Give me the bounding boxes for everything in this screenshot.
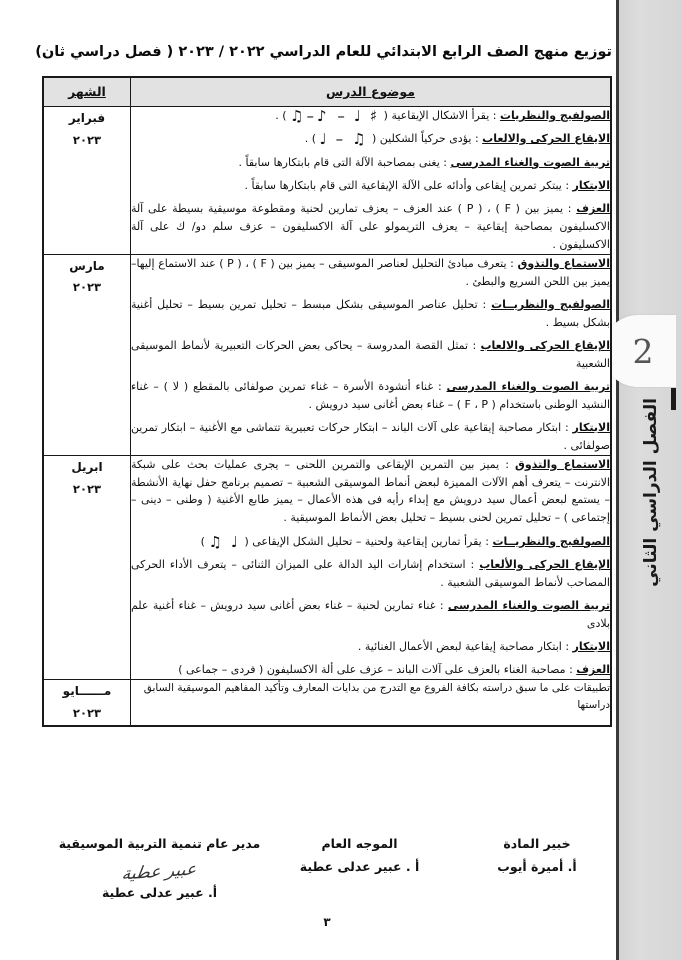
page-title: توزيع منهج الصف الرابع الابتدائي للعام الدراسي ٢٠٢٢ / ٢٠٢٣ ( فصل دراسي ثان) (35, 44, 612, 60)
cell-month (43, 107, 130, 255)
signature-name: أ. عبير عدلى عطية (101, 885, 218, 901)
signature-block (42, 832, 612, 922)
cell-month (43, 455, 130, 679)
chapter-number: 2 (632, 331, 654, 371)
lesson-description: : غناء أنشودة الأسرة – غناء تمرين صولفائى بالمقطع ( لا ) – غناء النشيد الوطنى باستخدام ( F ، P ) – غناء بعض أغانى سيد درويش . (130, 380, 610, 411)
lesson-line (131, 419, 610, 455)
table-row (43, 254, 611, 455)
table-row (43, 455, 611, 679)
handwritten-signature: عبير عطية (120, 859, 198, 885)
signature-subject-expert (462, 832, 612, 878)
table-header-row (43, 77, 611, 107)
month-year: ٢٠٢٣ (72, 280, 101, 295)
cell-lesson-topic (130, 680, 611, 726)
lesson-line (131, 130, 610, 148)
lesson-description: : تمثل القصة المدروسة – يحاكى بعض الحركات التعبيرية لأنماط الموسيقى الشعبية (130, 338, 610, 370)
signature-role: خبير المادة (503, 836, 571, 851)
lesson-description: : يقرأ الاشكال الإيقاعية ( (380, 109, 500, 122)
lesson-category-label: الابتكار (572, 178, 610, 192)
lesson-description: : ابتكار مصاحبة إيقاعية على آلات الباند – ابتكار حركات تعبيرية تتماشى مع الأغنية – ابتكار تمرين صولفائى . (130, 421, 610, 452)
lesson-line (131, 378, 610, 414)
music-notation-icon: ♩ – ♫ (319, 130, 369, 149)
lesson-category-label: الابتكار (572, 421, 610, 435)
cell-lesson-topic (130, 107, 611, 255)
lesson-description: : غناء تمارين لحنية – غناء بعض أغانى سيد درويش – غناء أغنية علم بلادى (130, 599, 610, 630)
month-year: ٢٠٢٣ (72, 706, 101, 721)
lesson-description: : تحليل عناصر الموسيقى بشكل مبسط – تحليل تمرين بسيط – تحليل أغنية بشكل بسيط . (130, 297, 610, 329)
lesson-line (131, 177, 610, 195)
lesson-line (131, 661, 610, 679)
lesson-description-tail: ) . (275, 109, 291, 122)
lesson-category-label: الاستماع والتذوق (515, 457, 610, 471)
table-header (43, 77, 611, 107)
side-strip-marker (671, 388, 676, 410)
lesson-category-label: الصولفيج والنظريات (499, 109, 610, 122)
cell-lesson-topic (130, 455, 611, 679)
lesson-description: : يميز بين التمرين الإيقاعى والتمرين اللحنى – يجرى عمليات بحث على شبكة الانترنت – يتعرف أهم الآلات المميزة لبعض أنماط الموسيقى الشعبية – تصميم برنامج حفل نهاية الأنشطة – يستمع لبعض أعمال سيد درويش مع إبداء رأيه فى هذه الأعمال – يميز طابع الأغنية ( وطنى – دينى – إجتماعى ) – تحليل تمرين لحنى بسيط – تحليل بعض الأنماط الموسيقية . (130, 457, 610, 525)
month-name: مارس (69, 258, 105, 273)
lesson-line (131, 456, 610, 527)
lesson-summary: تطبيقات على ما سبق دراسته بكافة الفروع مع التدرج من بدايات المعارف وتأكيد المفاهيم الموسيقية السابق دراستها (143, 682, 610, 712)
month-name: مــــــايو (62, 684, 112, 699)
lesson-line (131, 255, 610, 291)
lesson-description: : يميز بين ( F ) ، ( P ) عند العزف – يعزف تمارين لحنية ومقطوعة موسيقية بسيطة على آلة الاكسليفون بمصاحبة إيقاعية – يعزف التريمولو على آلة الاكسليفون – عزف سلم دو/ ك على آلة الاكسليفون . (130, 202, 610, 251)
month-name: فبراير (68, 111, 106, 125)
lesson-category-label: العزف (576, 663, 610, 677)
lesson-category-label: الصولفيج والنظريــات (491, 297, 610, 311)
column-header-topic: موضوع الدرس (130, 77, 611, 107)
lesson-category-label: الصولفيج والنظريــات (492, 534, 610, 548)
cell-month (43, 680, 130, 726)
lesson-category-label: الاستماع والتذوق (517, 256, 610, 270)
signature-name: أ . عبير عدلى عطية (299, 859, 420, 875)
lesson-category-label: العزف (576, 202, 611, 216)
lesson-description: : ابتكار مصاحبة إيقاعية لبعض الأعمال الغنائية . (357, 640, 573, 654)
music-notation-icon: ♫–♪ – ♩ ♯ (290, 107, 381, 125)
lesson-line (131, 638, 610, 656)
cell-lesson-topic (130, 254, 611, 455)
table-row (43, 680, 611, 726)
month-year: ٢٠٢٣ (72, 481, 101, 496)
column-header-month: الشهر (43, 77, 130, 107)
lesson-description: : يقرأ تمارين إيقاعية ولحنية – تحليل الشكل الإيقاعى ( (240, 534, 493, 548)
lesson-category-label: تربية الصوت والغناء المدرسى (450, 155, 610, 169)
lesson-category-label: تربية الصوت والغناء المدرسى (446, 380, 611, 394)
signature-general-guide (272, 832, 447, 878)
lesson-category-label: الابتكار (572, 640, 610, 654)
lesson-line (131, 154, 610, 172)
lesson-category-label: الإيقاع الحركى والألعاب (479, 557, 610, 571)
lesson-line (131, 337, 610, 373)
lesson-line (131, 107, 610, 125)
cell-month (43, 254, 130, 455)
lesson-line (131, 533, 610, 551)
lesson-line (131, 556, 610, 592)
table-body (43, 107, 611, 726)
lesson-description-tail: ) (200, 534, 209, 548)
chapter-side-strip (616, 0, 682, 960)
lesson-description-tail: ) . (304, 132, 320, 146)
chapter-vertical-label-text: الفصل الدراسي الثاني (641, 398, 661, 587)
lesson-line (131, 200, 610, 253)
signature-name: أ. أميرة أيوب (497, 859, 577, 875)
lesson-description: : استخدام إشارات اليد الدالة على الميزان الثنائى – يتعرف الأداء الحركى المصاحب لأنماط الموسيقى الشعبية . (130, 557, 610, 589)
lesson-category-label: الإيقاع الحركى والالعاب (480, 338, 610, 352)
lesson-description: : يغنى بمصاحبة الآلة التى قام بابتكارها سابقاً . (238, 155, 451, 169)
curriculum-table (42, 76, 612, 727)
lesson-line (131, 597, 610, 633)
table-row (43, 107, 611, 255)
lesson-category-label: الايقاع الحركى والالعاب (482, 132, 610, 146)
signature-general-manager (37, 832, 282, 904)
chapter-number-tab (602, 315, 676, 387)
music-notation-icon: ♫ ♩ (208, 532, 241, 551)
month-year: ٢٠٢٣ (72, 132, 101, 147)
month-name: ابريل (71, 459, 103, 474)
lesson-description: : يؤدى حركياً الشكلين ( (368, 132, 483, 146)
lesson-description: : يتعرف مبادئ التحليل لعناصر الموسيقى – يميز بين ( F ) ، ( P ) عند الاستماع إليها– يميز بين اللحن السريع والبطئ . (130, 256, 610, 288)
page-number: ٣ (323, 915, 331, 929)
lesson-description: : مصاحبة الغناء بالعزف على آلات الباند – عزف على ألة الاكسليفون ( فردى – جماعى ) (178, 663, 577, 677)
lesson-category-label: تربية الصوت والغناء المدرسى (447, 599, 610, 612)
lesson-line (131, 296, 610, 332)
signature-role: مدير عام تنمية التربية الموسيقية (58, 836, 261, 851)
chapter-vertical-label (634, 398, 668, 628)
side-strip-edge (616, 0, 619, 960)
lesson-description: : يبتكر تمرين إيقاعى وأدائه على الآلة الإيقاعية التى قام بابتكارها سابقاً . (244, 178, 573, 192)
signature-role: الموجه العام (321, 836, 398, 851)
